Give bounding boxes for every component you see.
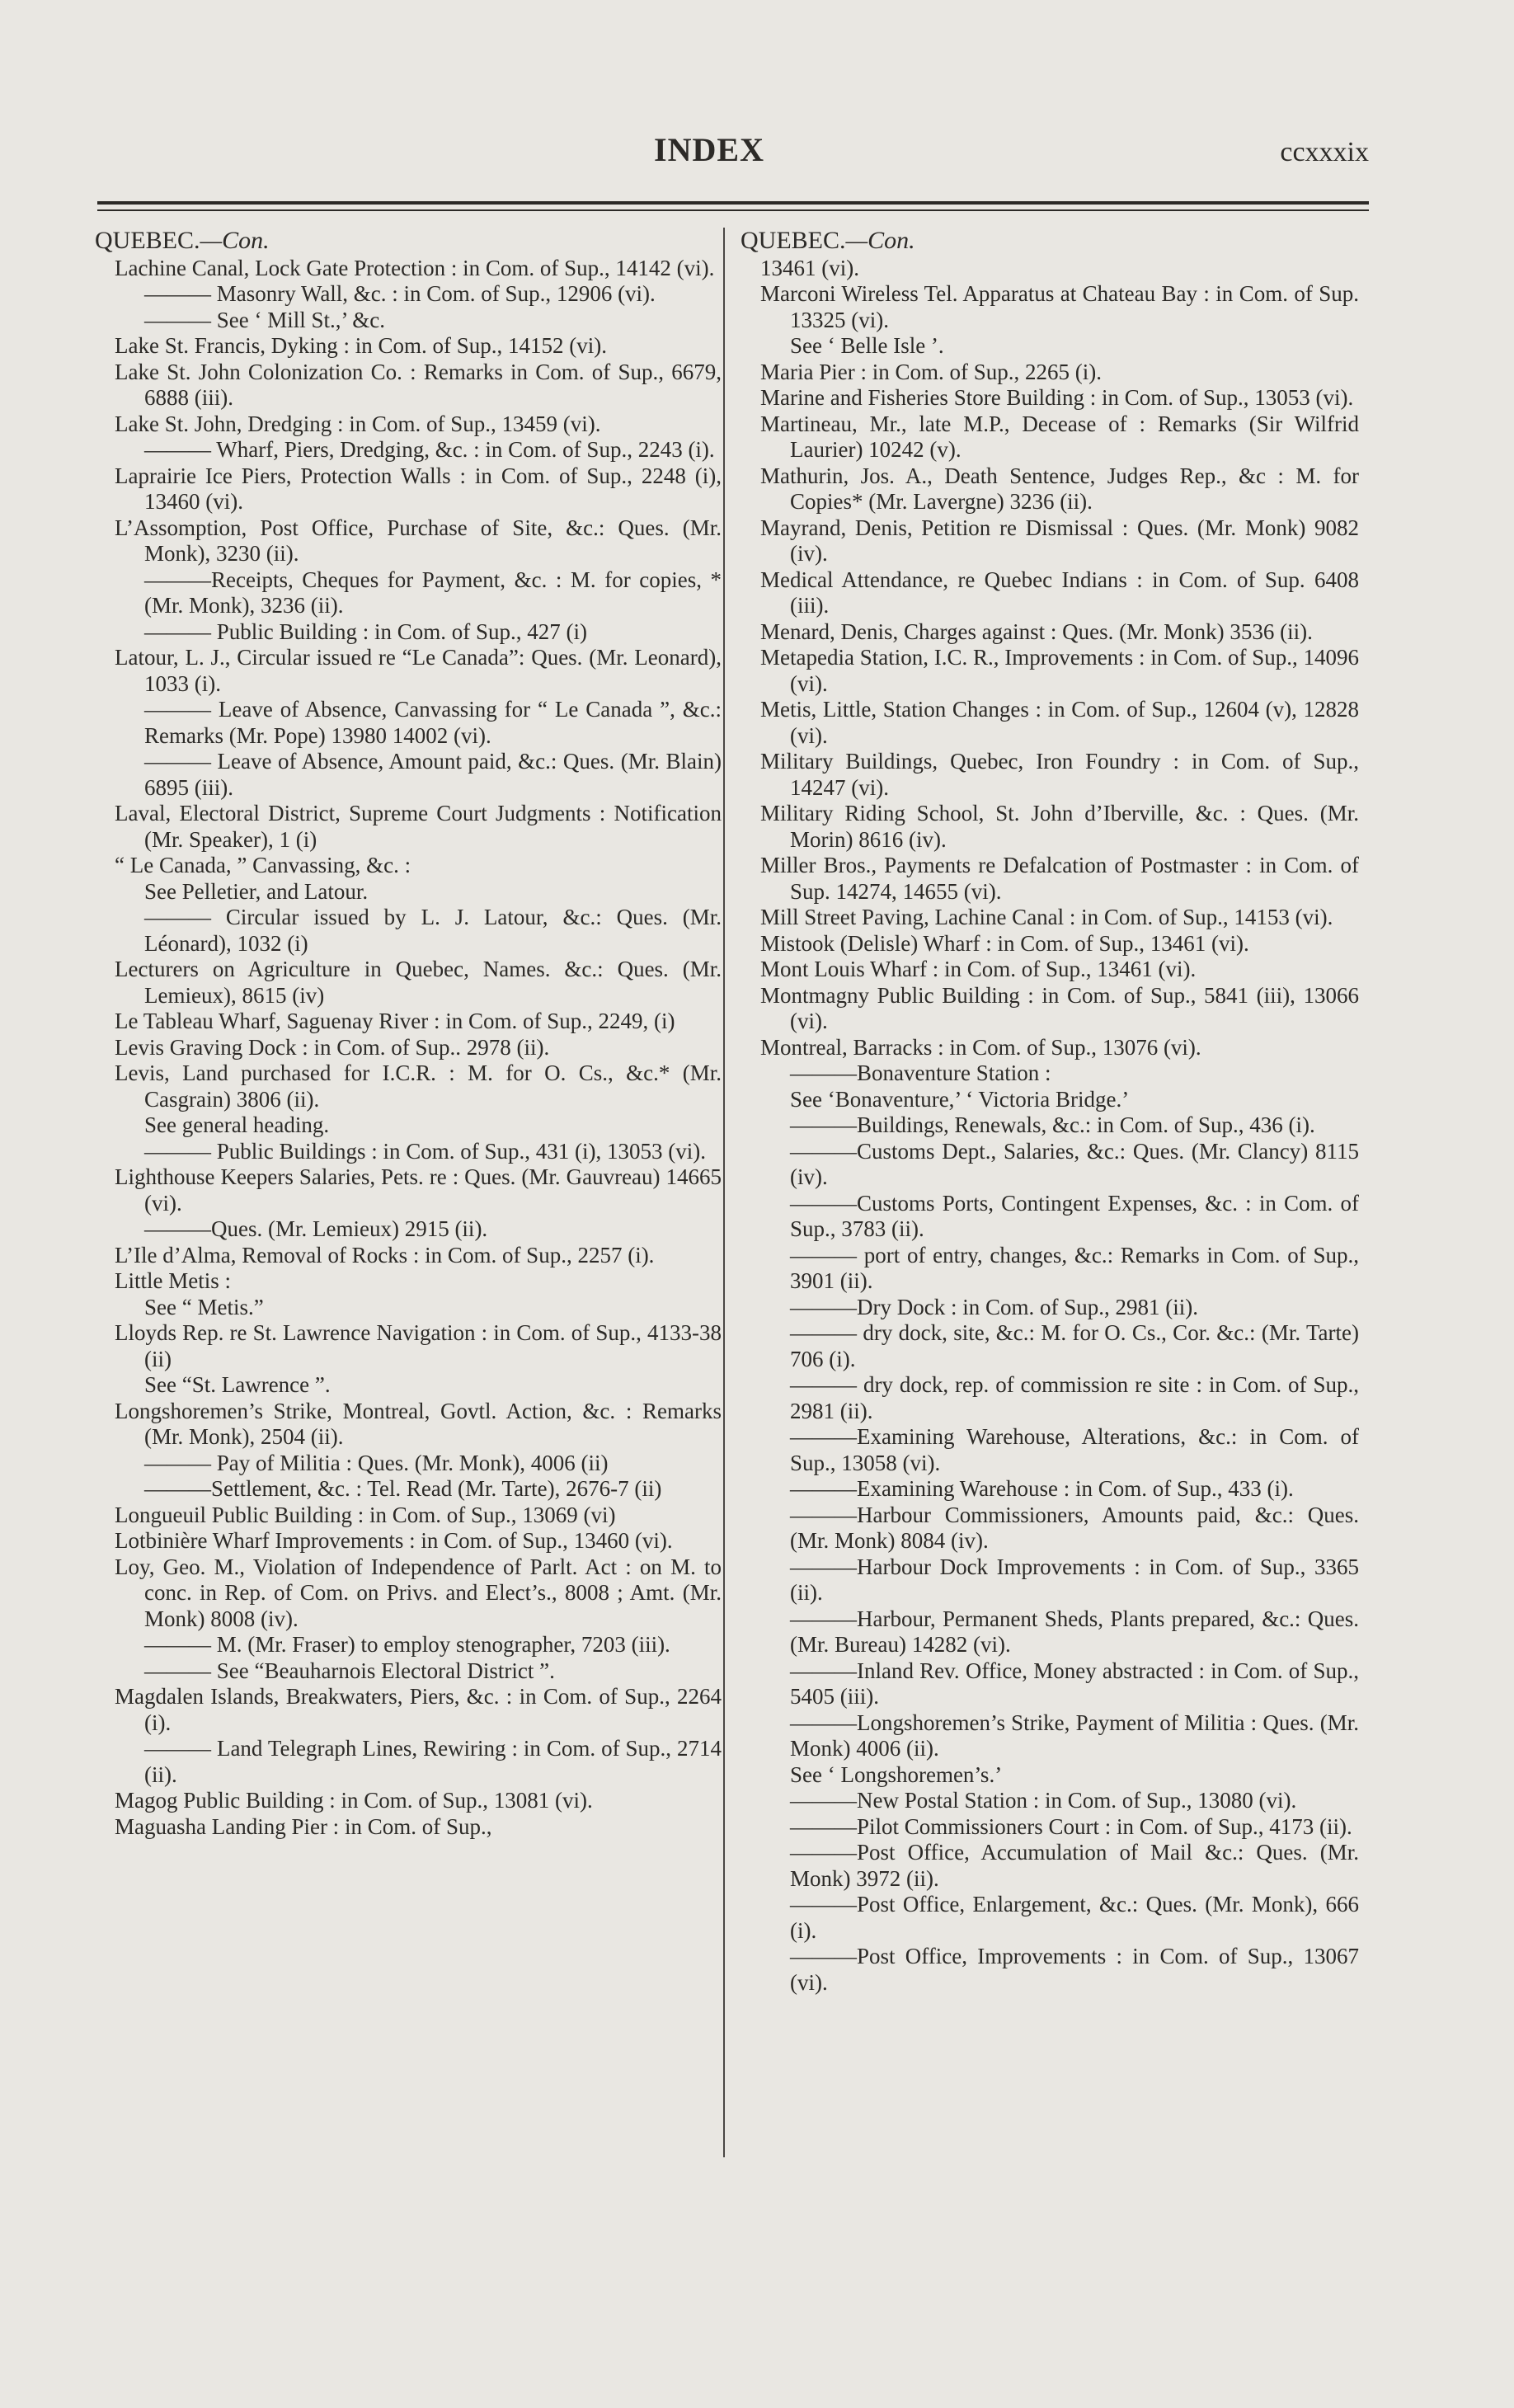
left-entries: [95, 256, 722, 1841]
index-entry: L’Assomption, Post Office, Purchase of Site, &c.: Ques. (Mr. Monk), 3230 (ii).: [115, 515, 722, 566]
see-reference: See “ Metis.”: [144, 1294, 264, 1319]
index-entry: Mathurin, Jos. A., Death Sentence, Judges Rep., &c : M. for Copies* (Mr. Lavergne) 3236 (ii).: [760, 463, 1359, 514]
header-rule-thin: [97, 209, 1369, 211]
right-column: [741, 228, 1359, 1996]
index-subentry: ———Ques. (Mr. Lemieux) 2915 (ii).: [144, 1216, 488, 1241]
index-entry: Longshoremen’s Strike, Montreal, Govtl. Action, &c. : Remarks (Mr. Monk), 2504 (ii).: [115, 1398, 722, 1449]
see-reference: See “St. Lawrence ”.: [144, 1372, 331, 1397]
index-entry: Metapedia Station, I.C. R., Improvements : in Com. of Sup., 14096 (vi).: [760, 645, 1359, 696]
index-subentry: ———Customs Ports, Contingent Expenses, &c. : in Com. of Sup., 3783 (ii).: [790, 1190, 1359, 1241]
see-reference: See Pelletier, and Latour.: [144, 878, 369, 904]
index-entry: Mayrand, Denis, Petition re Dismissal : Ques. (Mr. Monk) 9082 (iv).: [760, 515, 1359, 566]
index-entry: Levis, Land purchased for I.C.R. : M. for O. Cs., &c.* (Mr. Casgrain) 3806 (ii).: [115, 1061, 722, 1112]
index-subentry: ——— dry dock, site, &c.: M. for O. Cs., Cor. &c.: (Mr. Tarte) 706 (i).: [790, 1320, 1359, 1371]
see-reference: ——— See ‘ Mill St.,’ &c.: [144, 307, 385, 332]
index-entry: Lighthouse Keepers Salaries, Pets. re : Ques. (Mr. Gauvreau) 14665 (vi).: [115, 1164, 722, 1216]
index-entry: Mont Louis Wharf : in Com. of Sup., 13461 (vi).: [760, 957, 1197, 981]
index-entry: 13461 (vi).: [760, 255, 859, 280]
index-entry: Latour, L. J., Circular issued re “Le Canada”: Ques. (Mr. Leonard), 1033 (i).: [115, 645, 722, 696]
index-entry: Metis, Little, Station Changes : in Com. of Sup., 12604 (v), 12828 (vi).: [760, 697, 1359, 748]
index-subentry: ——— Leave of Absence, Amount paid, &c.: Ques. (Mr. Blain) 6895 (iii).: [144, 749, 722, 800]
index-subentry: ———Harbour Dock Improvements : in Com. of Sup., 3365 (ii).: [790, 1554, 1359, 1605]
index-subentry: ——— Leave of Absence, Canvassing for “ Le Canada ”, &c.: Remarks (Mr. Pope) 13980 14002 (vi).: [144, 697, 722, 748]
index-subentry: ——— Public Buildings : in Com. of Sup., 431 (i), 13053 (vi).: [144, 1138, 707, 1164]
index-entry: Mill Street Paving, Lachine Canal : in Com. of Sup., 14153 (vi).: [760, 905, 1333, 929]
index-subentry: ———Post Office, Improvements : in Com. of Sup., 13067 (vi).: [790, 1944, 1359, 1995]
index-subentry: ———Settlement, &c. : Tel. Read (Mr. Tarte), 2676-7 (ii): [144, 1476, 662, 1501]
index-entry: Little Metis :: [115, 1268, 231, 1293]
page-number: ccxxxix: [1280, 137, 1369, 167]
index-subentry: ———Customs Dept., Salaries, &c.: Ques. (Mr. Clancy) 8115 (iv).: [790, 1138, 1359, 1189]
index-subentry: ——— M. (Mr. Fraser) to employ stenographer, 7203 (iii).: [144, 1632, 670, 1657]
index-subentry: ———Examining Warehouse, Alterations, &c.: in Com. of Sup., 13058 (vi).: [790, 1424, 1359, 1475]
index-entry: Military Buildings, Quebec, Iron Foundry : in Com. of Sup., 14247 (vi).: [760, 749, 1359, 800]
index-entry: Marine and Fisheries Store Building : in Com. of Sup., 13053 (vi).: [760, 385, 1354, 410]
index-subentry: ——— Pay of Militia : Ques. (Mr. Monk), 4006 (ii): [144, 1450, 609, 1475]
index-entry: L’Ile d’Alma, Removal of Rocks : in Com. of Sup., 2257 (i).: [115, 1242, 655, 1267]
index-subentry: ———Buildings, Renewals, &c.: in Com. of Sup., 436 (i).: [790, 1112, 1315, 1137]
index-subentry: ———Longshoremen’s Strike, Payment of Militia : Ques. (Mr. Monk) 4006 (ii).: [790, 1710, 1359, 1761]
heading-con: —Con.: [200, 227, 270, 254]
page-title: INDEX: [654, 131, 764, 168]
index-entry: Medical Attendance, re Quebec Indians : in Com. of Sup. 6408 (iii).: [760, 567, 1359, 618]
index-entry: Levis Graving Dock : in Com. of Sup.. 2978 (ii).: [115, 1034, 550, 1060]
index-entry: Magog Public Building : in Com. of Sup., 13081 (vi).: [115, 1788, 593, 1813]
index-subentry: ——— Masonry Wall, &c. : in Com. of Sup., 12906 (vi).: [144, 281, 656, 306]
see-reference: See ‘ Longshoremen’s.’: [790, 1761, 1003, 1787]
index-entry: Maria Pier : in Com. of Sup., 2265 (i).: [760, 359, 1102, 384]
index-subentry: ———New Postal Station : in Com. of Sup., 13080 (vi).: [790, 1788, 1297, 1813]
index-entry: Maguasha Landing Pier : in Com. of Sup.,: [115, 1813, 492, 1839]
index-subentry: ——— Circular issued by L. J. Latour, &c.: Ques. (Mr. Léonard), 1032 (i): [144, 905, 722, 956]
index-subentry: ———Inland Rev. Office, Money abstracted : in Com. of Sup., 5405 (iii).: [790, 1658, 1359, 1709]
index-entry: Mistook (Delisle) Wharf : in Com. of Sup., 13461 (vi).: [760, 930, 1249, 956]
index-subentry: ———Harbour Commissioners, Amounts paid, &c.: Ques. (Mr. Monk) 8084 (iv).: [790, 1502, 1359, 1553]
index-subentry: ——— port of entry, changes, &c.: Remarks in Com. of Sup., 3901 (ii).: [790, 1242, 1359, 1293]
right-entries: [741, 256, 1359, 1996]
index-entry: Lotbinière Wharf Improvements : in Com. of Sup., 13460 (vi).: [115, 1528, 673, 1553]
index-subentry: ———Pilot Commissioners Court : in Com. of Sup., 4173 (ii).: [790, 1813, 1352, 1839]
index-subentry: ——— Wharf, Piers, Dredging, &c. : in Com. of Sup., 2243 (i).: [144, 437, 715, 462]
index-subentry: ———Post Office, Enlargement, &c.: Ques. (Mr. Monk), 666 (i).: [790, 1892, 1359, 1943]
index-entry: Montreal, Barracks : in Com. of Sup., 13076 (vi).: [760, 1034, 1201, 1060]
left-column: [95, 228, 722, 1840]
index-entry: Loy, Geo. M., Violation of Independence of Parlt. Act : on M. to conc. in Rep. of Com. on Privs. and Elect’s., 8008 ; Amt. (Mr. Monk) 8008 (iv).: [115, 1554, 722, 1631]
index-subentry: ———Receipts, Cheques for Payment, &c. : M. for copies, * (Mr. Monk), 3236 (ii).: [144, 567, 722, 618]
index-entry: Lake St. Francis, Dyking : in Com. of Sup., 14152 (vi).: [115, 333, 607, 358]
index-subentry: ——— dry dock, rep. of commission re site : in Com. of Sup., 2981 (ii).: [790, 1372, 1359, 1423]
index-entry: Lake St. John Colonization Co. : Remarks in Com. of Sup., 6679, 6888 (iii).: [115, 359, 722, 410]
header-rule: [97, 201, 1369, 205]
heading-text: QUEBEC.: [95, 227, 200, 254]
index-entry: “ Le Canada, ” Canvassing, &c. :: [115, 853, 411, 877]
see-reference: See general heading.: [144, 1112, 330, 1137]
index-subentry: ——— Land Telegraph Lines, Rewiring : in Com. of Sup., 2714 (ii).: [144, 1736, 722, 1787]
index-entry: Le Tableau Wharf, Saguenay River : in Com. of Sup., 2249, (i): [115, 1009, 675, 1033]
index-entry: Martineau, Mr., late M.P., Decease of : Remarks (Sir Wilfrid Laurier) 10242 (v).: [760, 411, 1359, 462]
index-entry: Marconi Wireless Tel. Apparatus at Chateau Bay : in Com. of Sup. 13325 (vi).: [760, 281, 1359, 332]
index-entry: Montmagny Public Building : in Com. of Sup., 5841 (iii), 13066 (vi).: [760, 982, 1359, 1033]
index-entry: Lloyds Rep. re St. Lawrence Navigation : in Com. of Sup., 4133-38 (ii): [115, 1320, 722, 1371]
index-subentry: ———Bonaventure Station :: [790, 1061, 1051, 1085]
index-subentry: ———Post Office, Accumulation of Mail &c.: Ques. (Mr. Monk) 3972 (ii).: [790, 1840, 1359, 1891]
index-entry: Magdalen Islands, Breakwaters, Piers, &c. : in Com. of Sup., 2264 (i).: [115, 1684, 722, 1735]
index-entry: Laprairie Ice Piers, Protection Walls : in Com. of Sup., 2248 (i), 13460 (vi).: [115, 463, 722, 514]
index-entry: Military Riding School, St. John d’Iberville, &c. : Ques. (Mr. Morin) 8616 (iv).: [760, 801, 1359, 852]
index-entry: Lecturers on Agriculture in Quebec, Names. &c.: Ques. (Mr. Lemieux), 8615 (iv): [115, 957, 722, 1008]
index-subentry: ———Examining Warehouse : in Com. of Sup., 433 (i).: [790, 1476, 1294, 1501]
column-heading: [741, 228, 1359, 254]
see-reference: See ‘Bonaventure,’ ‘ Victoria Bridge.’: [790, 1086, 1130, 1112]
index-entry: Longueuil Public Building : in Com. of Sup., 13069 (vi): [115, 1502, 616, 1527]
heading-con: —Con.: [845, 227, 915, 254]
index-entry: Menard, Denis, Charges against : Ques. (Mr. Monk) 3536 (ii).: [760, 618, 1313, 644]
column-divider: [723, 228, 725, 2157]
index-subentry: ——— Public Building : in Com. of Sup., 427 (i): [144, 618, 588, 644]
see-reference: ——— See “Beauharnois Electoral District ”.: [144, 1658, 555, 1683]
heading-text: QUEBEC.: [741, 227, 846, 254]
index-subentry: ———Harbour, Permanent Sheds, Plants prepared, &c.: Ques. (Mr. Bureau) 14282 (vi).: [790, 1606, 1359, 1657]
index-subentry: ———Dry Dock : in Com. of Sup., 2981 (ii).: [790, 1294, 1198, 1319]
column-heading: [95, 228, 722, 254]
index-entry: Miller Bros., Payments re Defalcation of Postmaster : in Com. of Sup. 14274, 14655 (vi).: [760, 853, 1359, 904]
index-entry: Laval, Electoral District, Supreme Court Judgments : Notification (Mr. Speaker), 1 (i): [115, 801, 722, 852]
index-entry: Lachine Canal, Lock Gate Protection : in Com. of Sup., 14142 (vi).: [115, 255, 715, 280]
index-entry: Lake St. John, Dredging : in Com. of Sup., 13459 (vi).: [115, 411, 601, 436]
see-reference: See ‘ Belle Isle ’.: [790, 333, 944, 358]
